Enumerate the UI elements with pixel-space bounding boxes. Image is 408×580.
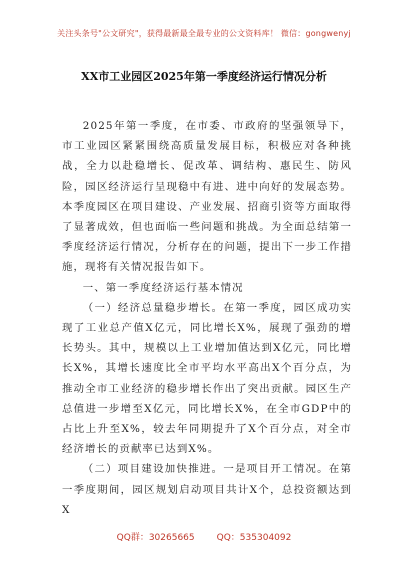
document-body xyxy=(62,116,352,520)
footer-qq-group: QQ群：30265665 xyxy=(116,533,195,543)
footer-contact xyxy=(0,530,408,543)
paragraph-project-construction: （二）项目建设加快推进。一是项目开工情况。在第一季度期间，园区规划启动项目共计X个，总投资额达到X xyxy=(62,463,352,516)
header-banner: 关注头条号"公文研究"，获得最新最全最专业的公文资料库！ 微信：gongwenyj xyxy=(57,29,351,38)
intro-paragraph: 2025年第一季度，在市委、市政府的坚强领导下，市工业园区紧紧围绕高质量发展目标，积极应对各种挑战，全力以赴稳增长、促改革、调结构、惠民生、防风险，园区经济运行呈现稳中有进、进中向好的发展态势。本季度园区在项目建设、产业发展、招商引资等方面取得了显著成效，但也面临一些问题和挑战。为全面总结第一季度经济运行情况，分析存在的问题，提出下一步工作措施，现将有关情况报告如下。 xyxy=(62,120,352,274)
document-title: XX市工业园区2025年第一季度经济运行情况分析 xyxy=(81,70,327,83)
paragraph-economic-growth: （一）经济总量稳步增长。在第一季度，园区成功实现了工业总产值X亿元，同比增长X%，展现了强劲的增长势头。其中，规模以上工业增加值达到X亿元，同比增长X%，其增长速度比全市平均水平高出X个百分点，为推动全市工业经济的稳步增长作出了突出贡献。园区生产总值进一步增至X亿元，同比增长X%，在全市GDP中的占比上升至X%，较去年同期提升了X个百分点，对全市经济增长的贡献率已达到X%。 xyxy=(62,301,352,456)
section-heading: 一、第一季度经济运行基本情况 xyxy=(82,281,244,294)
footer-qq: QQ：535304092 xyxy=(216,533,292,543)
